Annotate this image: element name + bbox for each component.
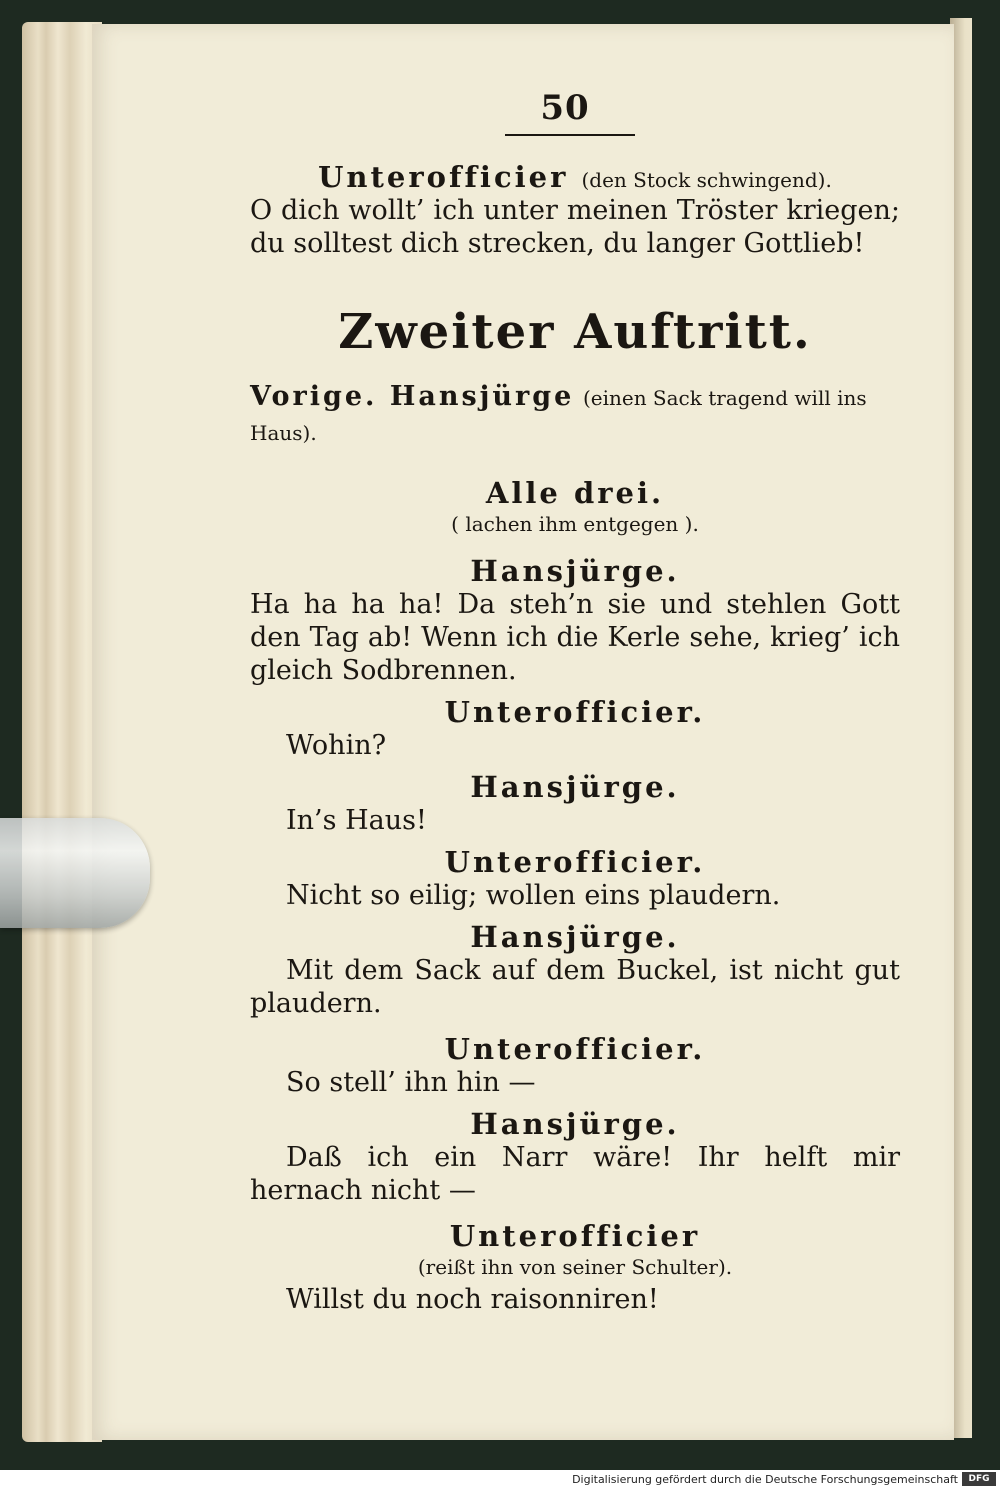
speaker-heading: Hansjürge. bbox=[470, 920, 680, 954]
speaker-heading: Unterofficier. bbox=[444, 845, 706, 879]
dialogue-line: Wohin? bbox=[286, 730, 387, 761]
dialogue-line: O dich wollt’ ich unter meinen Tröster kriegen; du solltest dich strecken, du langer Gottlieb! bbox=[250, 195, 900, 259]
persons-names: Vorige. Hansjürge bbox=[250, 381, 575, 412]
dialogue-line: Mit dem Sack auf dem Buckel, ist nicht gut plaudern. bbox=[250, 955, 900, 1019]
speaker-heading: Hansjürge. bbox=[470, 770, 680, 804]
persons-line bbox=[250, 380, 900, 450]
speaker-heading: Hansjürge. bbox=[470, 554, 680, 588]
speaker-heading: Unterofficier. bbox=[444, 695, 706, 729]
page-number-rule bbox=[505, 134, 635, 136]
stage-direction: (den Stock schwingend). bbox=[581, 168, 832, 192]
speaker-heading: Alle drei. bbox=[485, 476, 665, 510]
scene-title: Zweiter Auftritt. bbox=[338, 304, 812, 360]
stage-direction: ( lachen ihm entgegen ). bbox=[451, 512, 699, 536]
speaker-heading bbox=[250, 160, 900, 194]
page-content bbox=[250, 88, 900, 1316]
dfg-logo: DFG bbox=[962, 1472, 996, 1486]
scan-border-right bbox=[972, 0, 1000, 1470]
speaker-name: Unterofficier bbox=[318, 160, 569, 194]
speaker-heading: Unterofficier. bbox=[444, 1032, 706, 1066]
stage-direction: (einen Sack tragend will ins Haus). bbox=[250, 386, 867, 445]
page-clip bbox=[0, 818, 150, 928]
dialogue-line: Daß ich ein Narr wäre! Ihr helft mir hernach nicht — bbox=[250, 1142, 900, 1206]
dialogue-line: Ha ha ha ha! Da steh’n sie und stehlen Gott den Tag ab! Wenn ich die Kerle sehe, krieg’ ich gleich Sodbrennen. bbox=[250, 589, 900, 686]
dialogue-line: Nicht so eilig; wollen eins plaudern. bbox=[286, 880, 781, 911]
speaker-heading: Hansjürge. bbox=[470, 1107, 680, 1141]
page-stack-edge bbox=[22, 22, 102, 1442]
speaker-heading: Unterofficier bbox=[449, 1219, 701, 1253]
dialogue-line: In’s Haus! bbox=[286, 805, 427, 836]
stage-direction: (reißt ihn von seiner Schulter). bbox=[417, 1255, 733, 1279]
funding-credit: Digitalisierung gefördert durch die Deutsche Forschungsgemeinschaft bbox=[572, 1473, 958, 1486]
dialogue-line: So stell’ ihn hin — bbox=[286, 1067, 536, 1098]
page-number: 50 bbox=[540, 88, 590, 128]
dialogue-line: Willst du noch raisonniren! bbox=[286, 1284, 659, 1315]
